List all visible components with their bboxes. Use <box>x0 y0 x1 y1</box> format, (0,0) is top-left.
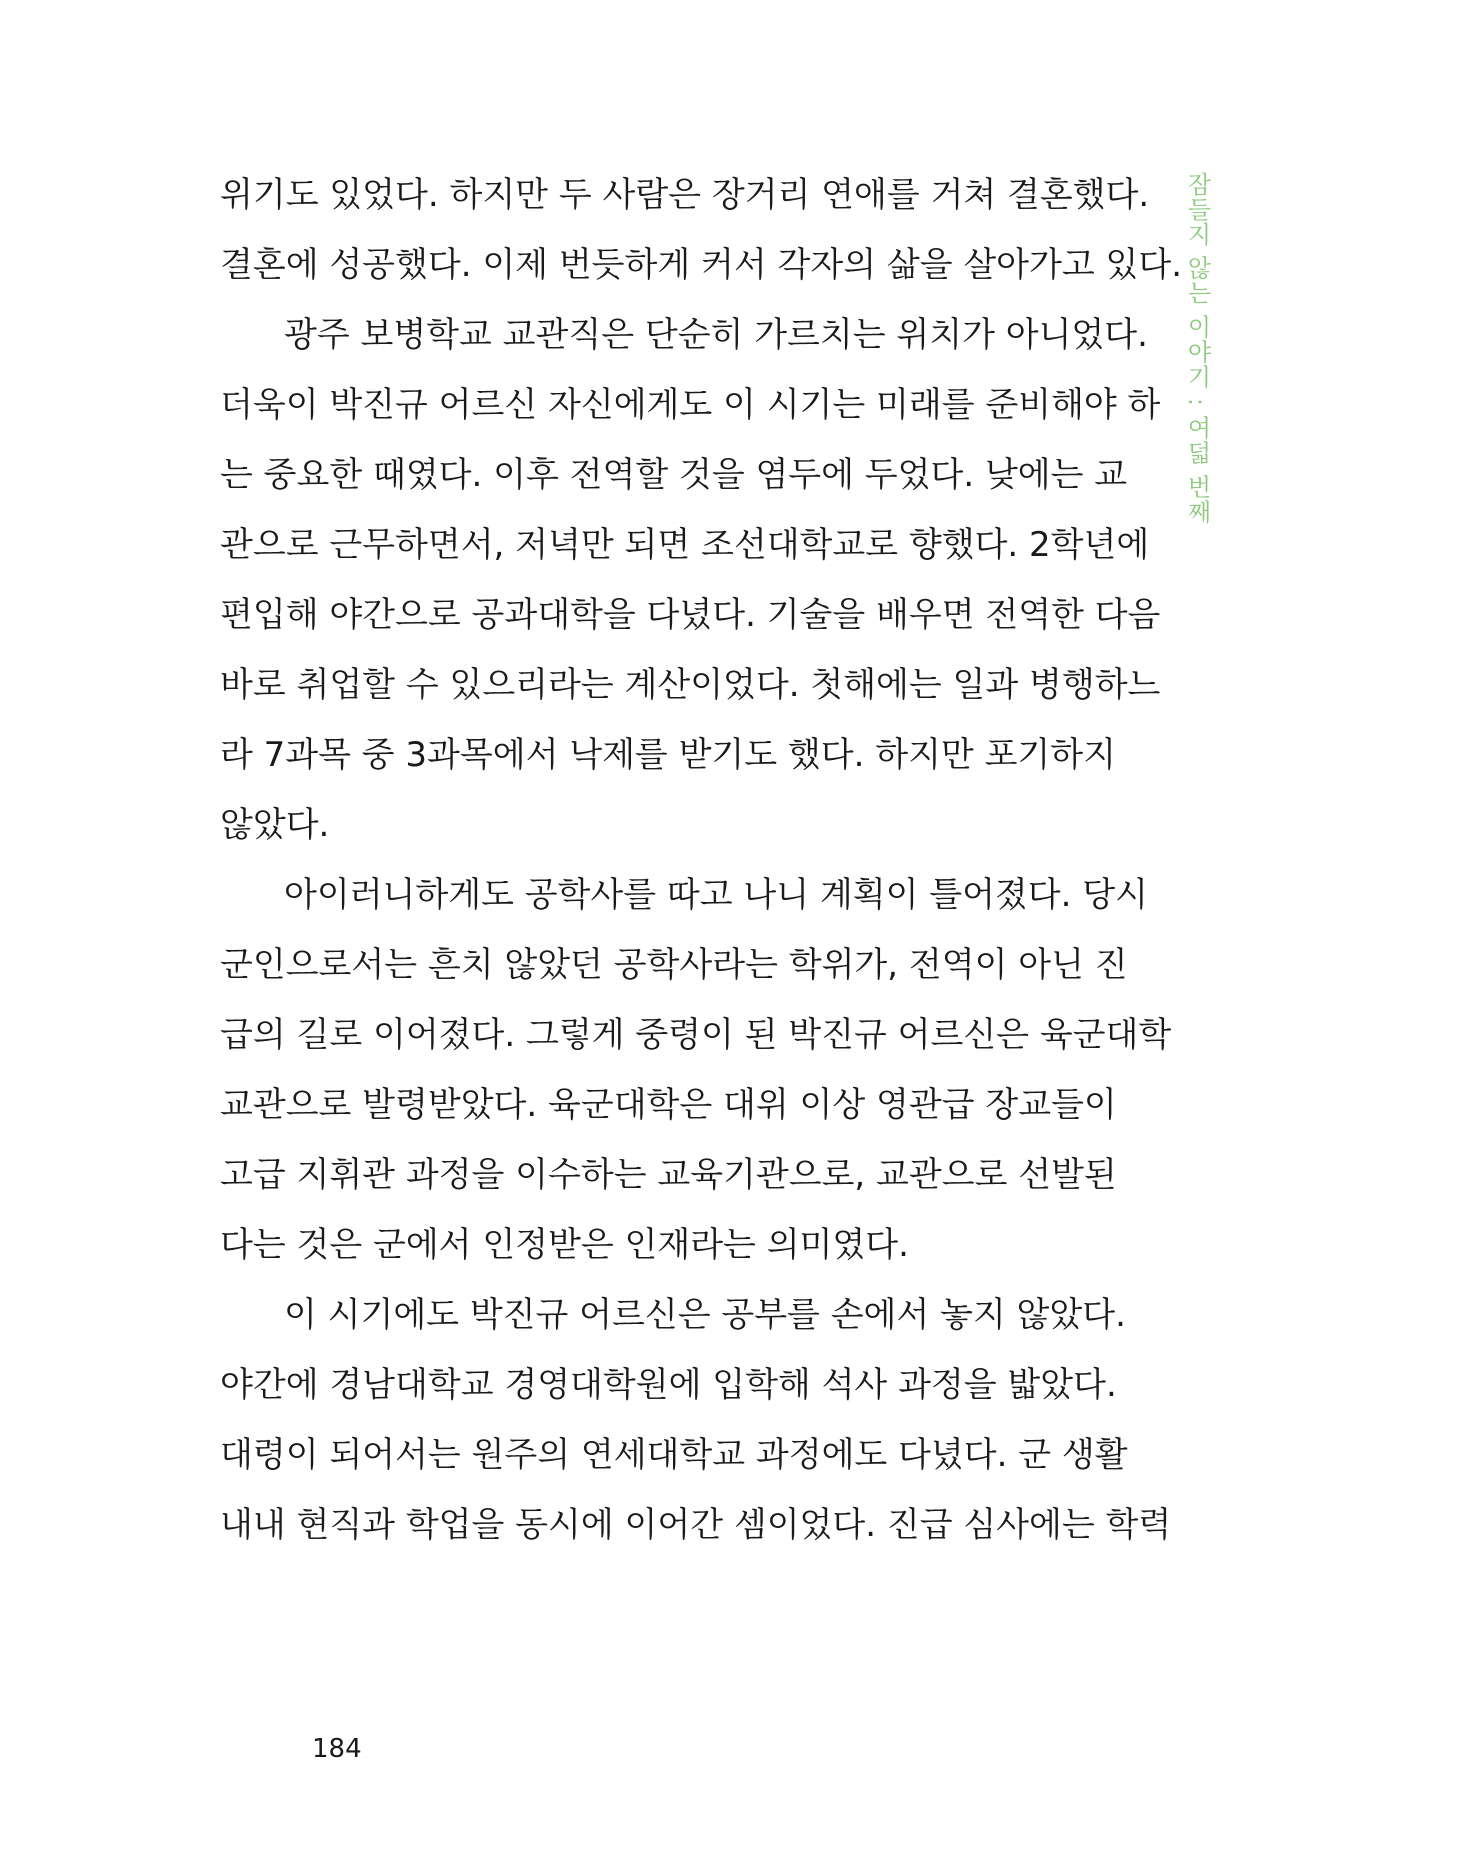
text-line: 다는 것은 군에서 인정받은 인재라는 의미였다. <box>220 1225 909 1265</box>
text-line: 광주 보병학교 교관직은 단순히 가르치는 위치가 아니었다. <box>284 315 1148 355</box>
text-line: 결혼에 성공했다. 이제 번듯하게 커서 각자의 삶을 살아가고 있다. <box>220 245 1183 285</box>
text-line: 편입해 야간으로 공과대학을 다녔다. 기술을 배우면 전역한 다음 <box>220 595 1161 635</box>
text-line: 관으로 근무하면서, 저녁만 되면 조선대학교로 향했다. 2학년에 <box>220 525 1150 565</box>
text-line: 않았다. <box>220 805 330 845</box>
text-line: 내내 현직과 학업을 동시에 이어간 셈이었다. 진급 심사에는 학력 <box>220 1505 1172 1545</box>
text-line: 군인으로서는 흔치 않았던 공학사라는 학위가, 전역이 아닌 진 <box>220 945 1128 985</box>
text-line: 라 7과목 중 3과목에서 낙제를 받기도 했다. 하지만 포기하지 <box>220 735 1116 775</box>
text-line: 위기도 있었다. 하지만 두 사람은 장거리 연애를 거쳐 결혼했다. <box>220 175 1150 215</box>
text-line: 야간에 경남대학교 경영대학원에 입학해 석사 과정을 밟았다. <box>220 1365 1117 1405</box>
text-line: 더욱이 박진규 어르신 자신에게도 이 시기는 미래를 준비해야 하 <box>220 385 1161 425</box>
text-line: 고급 지휘관 과정을 이수하는 교육기관으로, 교관으로 선발된 <box>220 1155 1117 1195</box>
running-header-title: 잠들지 않는 이야기 : 여덟 번째 <box>1183 172 1211 525</box>
text-line: 는 중요한 때였다. 이후 전역할 것을 염두에 두었다. 낮에는 교 <box>220 455 1128 495</box>
text-line: 이 시기에도 박진규 어르신은 공부를 손에서 놓지 않았다. <box>284 1295 1126 1335</box>
body-text <box>220 160 1183 1560</box>
text-line: 대령이 되어서는 원주의 연세대학교 과정에도 다녔다. 군 생활 <box>220 1435 1128 1475</box>
text-line: 아이러니하게도 공학사를 따고 나니 계획이 틀어졌다. 당시 <box>284 875 1148 915</box>
text-line: 바로 취업할 수 있으리라는 계산이었다. 첫해에는 일과 병행하느 <box>220 665 1161 705</box>
page-number: 184 <box>312 1734 362 1764</box>
text-line: 교관으로 발령받았다. 육군대학은 대위 이상 영관급 장교들이 <box>220 1085 1117 1125</box>
text-line: 급의 길로 이어졌다. 그렇게 중령이 된 박진규 어르신은 육군대학 <box>220 1015 1172 1055</box>
